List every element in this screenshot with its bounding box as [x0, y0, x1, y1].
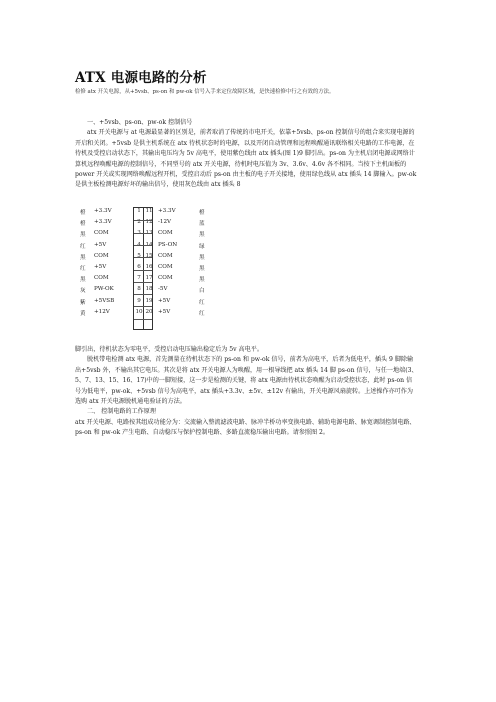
pin-number-left: 5 [137, 252, 141, 259]
wire-color-left: 黑 [80, 277, 86, 284]
pin-number-right: 14 [145, 241, 153, 248]
signal-name-left: +5V [94, 263, 107, 270]
wire-color-left: 橙 [80, 210, 86, 216]
pin-number-left: 3 [137, 230, 141, 237]
wire-color-right: 黑 [199, 232, 205, 239]
signal-name-left: +5VSB [94, 297, 115, 304]
paragraph-2: 脚引出，待机状态为零电平，受控启动电压输出稳定后为 5v 高电平。 [75, 346, 263, 353]
wire-color-right: 红 [199, 299, 205, 306]
pin-number-left: 9 [137, 297, 141, 304]
wire-color-right: 蓝 [199, 221, 205, 228]
signal-name-right: -12V [158, 219, 172, 226]
signal-name-left: +5V [94, 241, 107, 248]
wire-color-right: 绿 [199, 243, 205, 250]
signal-name-left: PW-OK [94, 286, 114, 293]
body-section-1 [75, 118, 418, 191]
paragraph-4: atx 开关电源、电路按其组成功能分为：交流输入整流滤波电路、脉冲半桥功率变换电路、辅助电源电路、脉宽调制控制电路、ps-on 和 pw-ok 产生电路、自动稳压与保护控制电路、多路直流稳压输出电路。请参照图 2。 [75, 418, 416, 437]
wire-color-left: 紫 [80, 299, 86, 306]
connector-divider [134, 233, 152, 234]
signal-name-left: +3.3V [94, 208, 112, 214]
pin-number-right: 20 [145, 308, 153, 315]
connector-divider [134, 319, 152, 320]
wire-color-right: 橙 [199, 210, 205, 216]
pin-number-left: 2 [137, 219, 141, 226]
body-section-2 [75, 345, 418, 439]
pin-number-left: 6 [137, 263, 141, 270]
wire-color-right: 黑 [199, 265, 205, 272]
connector-divider [134, 306, 152, 307]
pin-number-left: 10 [135, 308, 143, 315]
pin-number-left: 1 [137, 208, 141, 214]
signal-name-left: +12V [94, 308, 110, 315]
signal-name-left: COM [94, 230, 109, 237]
connector-divider [134, 294, 152, 295]
pin-number-right: 18 [145, 286, 153, 293]
page-title: ATX 电源电路的分析 [75, 70, 207, 86]
signal-name-right: +5V [158, 297, 171, 304]
signal-name-left: COM [94, 252, 109, 259]
paragraph-3: 脱机带电检测 atx 电源，首先测量在待机状态下的 ps-on 和 pw-ok 信号，前者为高电平，后者为低电平，插头 9 脚除输出+5vsb 外，不输出其它电压。其次是将 atx 开关电源人为唤醒，用一根导线把 atx 插头 14 脚 ps-on 信号，与任一地端(3、5、7、13、15、16、17)中的一脚短接，这一步是检测的关键，将 atx 电源由待机状态唤醒为启动受控状态，此时 ps-on 信号为低电平，pw-ok、+5vsb 信号为高电平，atx 插头+3.3v、±5v、±12v 有输出，开关电源风扇旋转。上述操作亦可作为选购 atx 开关电源脱机通电验证的方法。 [75, 356, 418, 406]
pin-number-right: 11 [145, 208, 153, 214]
connector-divider [134, 257, 152, 258]
pin-number-left: 4 [137, 241, 141, 248]
signal-name-left: COM [94, 275, 109, 282]
page-subtitle: 检修 atx 开关电源，从+5vsb、ps-on 和 pw-ok 信号入手来定位故障区域，是快速检修中行之有效的方法。 [75, 89, 335, 95]
wire-color-left: 黄 [80, 310, 86, 317]
section-2-heading: 二、 控制电路的工作原理 [87, 408, 156, 416]
pin-number-left: 7 [137, 275, 141, 282]
paragraph-1: atx 开关电源与 at 电源最显著的区别是，前者取消了传统的市电开关，依靠+5vsb、ps-on 控制信号的组合来实现电源的开启和关闭。+5vsb 是供主机系统在 atx 待机状态时的电源，以及开闭自动管理和远程唤醒通讯联络相关电路的工作电源，在待机及受控启动状态下，其输出电压均为 5v 高电平，使用紫色线由 atx 插头(图 1)9 脚引出。ps-on 为主机启闭电源或网络计算机远程唤醒电源的控制信号，不同型号的 atx 开关电源，待机时电压值为 3v、3.6v、4.6v 各不相同。当按下主机面板的 power 开关或实现网络唤醒远程开机，受控启动后 ps-on 由主板的电子开关接地，使用绿色线从 atx 插头 14 脚输入。pw-ok 是供主板检测电源好坏的输出信号，使用灰色线由 atx 插头 8 [75, 129, 417, 189]
signal-name-left: +3.3V [94, 219, 112, 226]
wire-color-right: 黑 [199, 254, 205, 261]
signal-name-right: PS-ON [158, 241, 178, 248]
pin-number-right: 12 [145, 219, 153, 226]
wire-color-left: 红 [80, 243, 86, 250]
signal-name-right: COM [158, 252, 173, 259]
connector-divider [134, 220, 152, 221]
signal-name-right: +5V [158, 308, 171, 315]
pin-number-right: 17 [145, 275, 153, 282]
pin-number-right: 16 [145, 263, 153, 270]
wire-color-left: 黑 [80, 254, 86, 261]
signal-name-right: -5V [158, 286, 168, 293]
signal-name-right: COM [158, 263, 173, 270]
wire-color-right: 红 [199, 310, 205, 317]
connector-divider [134, 282, 152, 283]
pin-number-right: 13 [145, 230, 153, 237]
wire-color-left: 灰 [80, 288, 86, 295]
atx-connector-diagram [133, 207, 153, 330]
signal-name-right: +3.3V [158, 208, 176, 214]
wire-color-right: 白 [199, 288, 205, 295]
wire-color-left: 红 [80, 265, 86, 272]
pin-number-right: 15 [145, 252, 153, 259]
wire-color-right: 黑 [199, 277, 205, 284]
connector-center-line [143, 208, 144, 329]
wire-color-left: 橙 [80, 221, 86, 228]
signal-name-right: COM [158, 230, 173, 237]
connector-divider [134, 245, 152, 246]
pin-number-left: 8 [137, 286, 141, 293]
wire-color-left: 黑 [80, 232, 86, 239]
pin-number-right: 19 [145, 297, 153, 304]
connector-divider [134, 270, 152, 271]
signal-name-right: COM [158, 275, 173, 282]
section-1-heading: 一、+5vsb、ps-on、pw-ok 控制信号 [87, 119, 193, 126]
